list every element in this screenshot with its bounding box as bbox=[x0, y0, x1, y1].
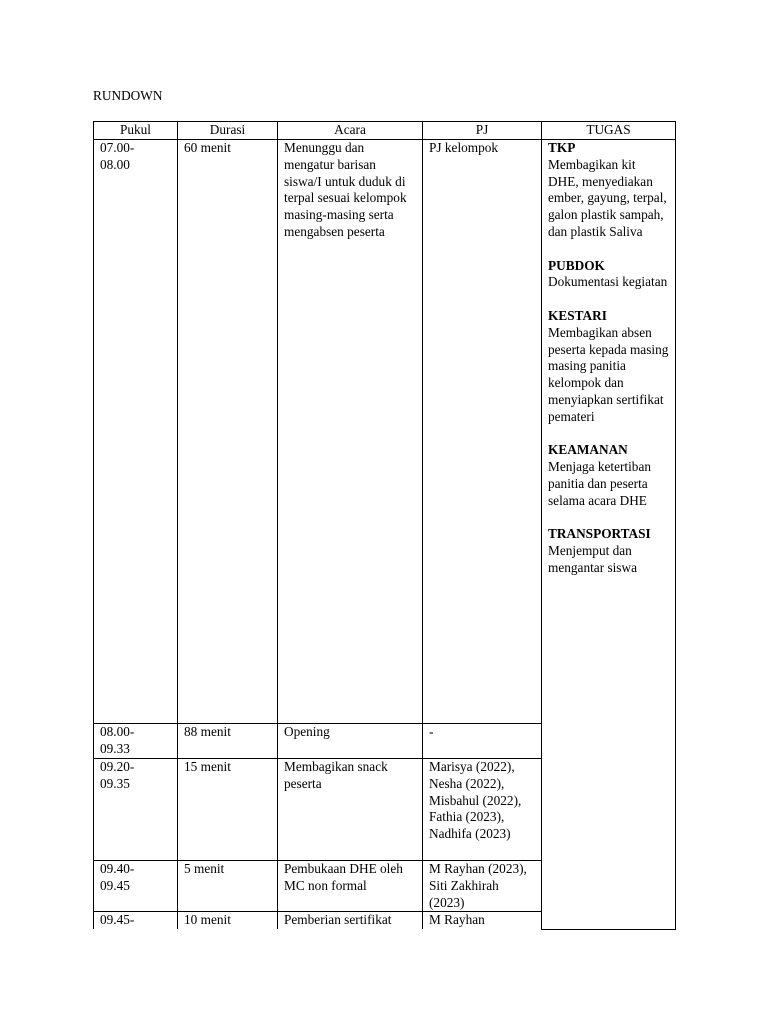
cell-pj: Marisya (2022), Nesha (2022), Misbahul (2022), Fathia (2023), Nadhifa (2023) bbox=[423, 759, 542, 861]
cell-acara: Pemberian sertifikat bbox=[278, 912, 423, 930]
tugas-heading: PUBDOK bbox=[548, 257, 605, 273]
tugas-block-tkp bbox=[548, 140, 669, 241]
header-pukul: Pukul bbox=[94, 122, 178, 140]
cell-pukul: 07.00- 08.00 bbox=[94, 140, 178, 724]
cell-durasi: 10 menit bbox=[178, 912, 278, 930]
header-acara: Acara bbox=[278, 122, 423, 140]
cell-pj: PJ kelompok bbox=[423, 140, 542, 724]
tugas-block-keamanan bbox=[548, 442, 669, 509]
cell-pukul: 08.00- 09.33 bbox=[94, 724, 178, 759]
header-durasi: Durasi bbox=[178, 122, 278, 140]
cell-durasi: 15 menit bbox=[178, 759, 278, 861]
tugas-description: Membagikan kit DHE, menyediakan ember, gayung, terpal, galon plastik sampah, dan plastik Saliva bbox=[548, 156, 667, 239]
tugas-description: Menjemput dan mengantar siswa bbox=[548, 543, 637, 575]
cell-acara: Membagikan snack peserta bbox=[278, 759, 423, 861]
cell-acara: Opening bbox=[278, 724, 423, 759]
table-header-row bbox=[94, 122, 676, 140]
tugas-description: Dokumentasi kegiatan bbox=[548, 274, 668, 290]
document-title: RUNDOWN bbox=[93, 88, 163, 103]
cell-pukul: 09.45- bbox=[94, 912, 178, 930]
cell-pj: M Rayhan (2023), Siti Zakhirah (2023) bbox=[423, 861, 542, 912]
tugas-block-transportasi bbox=[548, 526, 669, 576]
table-row bbox=[94, 140, 676, 724]
tugas-heading: KEAMANAN bbox=[548, 442, 628, 458]
cell-acara: Pembukaan DHE oleh MC non formal bbox=[278, 861, 423, 912]
tugas-description: Menjaga ketertiban panitia dan peserta selama acara DHE bbox=[548, 459, 652, 508]
tugas-description: Membagikan absen peserta kepada masing masing panitia kelompok dan menyiapkan sertifikat pemateri bbox=[548, 324, 669, 424]
cell-durasi: 60 menit bbox=[178, 140, 278, 724]
cell-pukul: 09.40- 09.45 bbox=[94, 861, 178, 912]
cell-pj: - bbox=[423, 724, 542, 759]
cell-acara: Menunggu dan mengatur barisan siswa/I untuk duduk di terpal sesuai kelompok masing-masing serta mengabsen peserta bbox=[278, 140, 423, 724]
tugas-block-pubdok bbox=[548, 258, 669, 292]
cell-pukul: 09.20- 09.35 bbox=[94, 759, 178, 861]
cell-durasi: 5 menit bbox=[178, 861, 278, 912]
header-pj: PJ bbox=[423, 122, 542, 140]
rundown-table bbox=[93, 121, 676, 930]
tugas-heading: TKP bbox=[548, 140, 576, 155]
cell-durasi: 88 menit bbox=[178, 724, 278, 759]
cell-tugas bbox=[542, 140, 676, 930]
tugas-heading: TRANSPORTASI bbox=[548, 526, 651, 542]
header-tugas: TUGAS bbox=[542, 122, 676, 140]
cell-pj: M Rayhan bbox=[423, 912, 542, 930]
tugas-block-kestari bbox=[548, 308, 669, 426]
tugas-heading: KESTARI bbox=[548, 307, 607, 323]
